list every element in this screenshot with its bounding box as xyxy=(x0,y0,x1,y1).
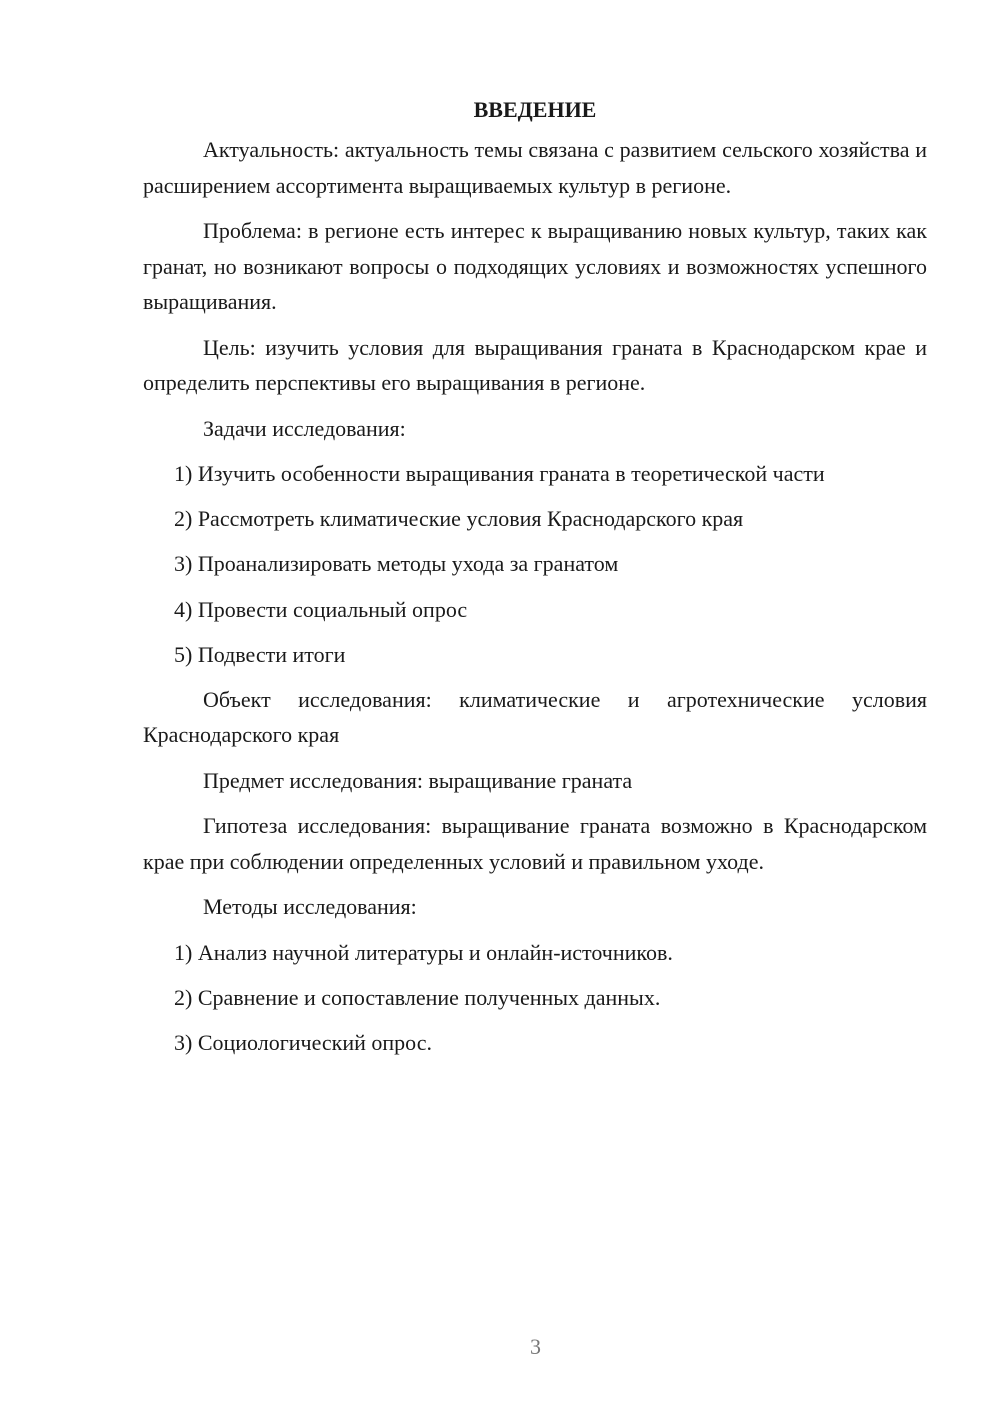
document-page xyxy=(143,92,927,1071)
goal-paragraph: Цель: изучить условия для выращивания граната в Краснодарском крае и определить перспективы его выращивания в регионе. xyxy=(143,334,927,395)
page-number: 3 xyxy=(530,1334,541,1359)
section-title: ВВЕДЕНИЕ xyxy=(473,97,597,122)
methods-list xyxy=(143,935,927,1061)
subject-paragraph: Предмет исследования: выращивание граната xyxy=(203,767,633,793)
problem-paragraph: Проблема: в регионе есть интерес к выращиванию новых культур, таких как гранат, но возникают вопросы о подходящих условиях и возможностях успешного выращивания. xyxy=(143,218,927,314)
tasks-list xyxy=(143,456,927,672)
list-item: 5) Подвести итоги xyxy=(174,641,346,667)
list-item: 2) Сравнение и сопоставление полученных данных. xyxy=(174,985,661,1011)
list-item: 3) Проанализировать методы ухода за гранатом xyxy=(174,551,619,577)
list-item: 2) Рассмотреть климатические условия Краснодарского края xyxy=(174,506,744,532)
relevance-paragraph: Актуальность: актуальность темы связана с развитием сельского хозяйства и расширением ассортимента выращиваемых культур в регионе. xyxy=(143,137,927,198)
list-item: 3) Социологический опрос. xyxy=(174,1030,432,1056)
list-item: 1) Изучить особенности выращивания граната в теоретической части xyxy=(174,461,825,486)
object-paragraph: Объект исследования: климатические и агротехнические условия Краснодарского края xyxy=(143,686,927,748)
tasks-heading: Задачи исследования: xyxy=(203,415,406,441)
hypothesis-paragraph: Гипотеза исследования: выращивание граната возможно в Краснодарском крае при соблюдении определенных условий и правильном уходе. xyxy=(143,813,927,874)
methods-heading: Методы исследования: xyxy=(203,894,417,920)
list-item: 1) Анализ научной литературы и онлайн-источников. xyxy=(174,939,673,965)
list-item: 4) Провести социальный опрос xyxy=(174,596,468,622)
